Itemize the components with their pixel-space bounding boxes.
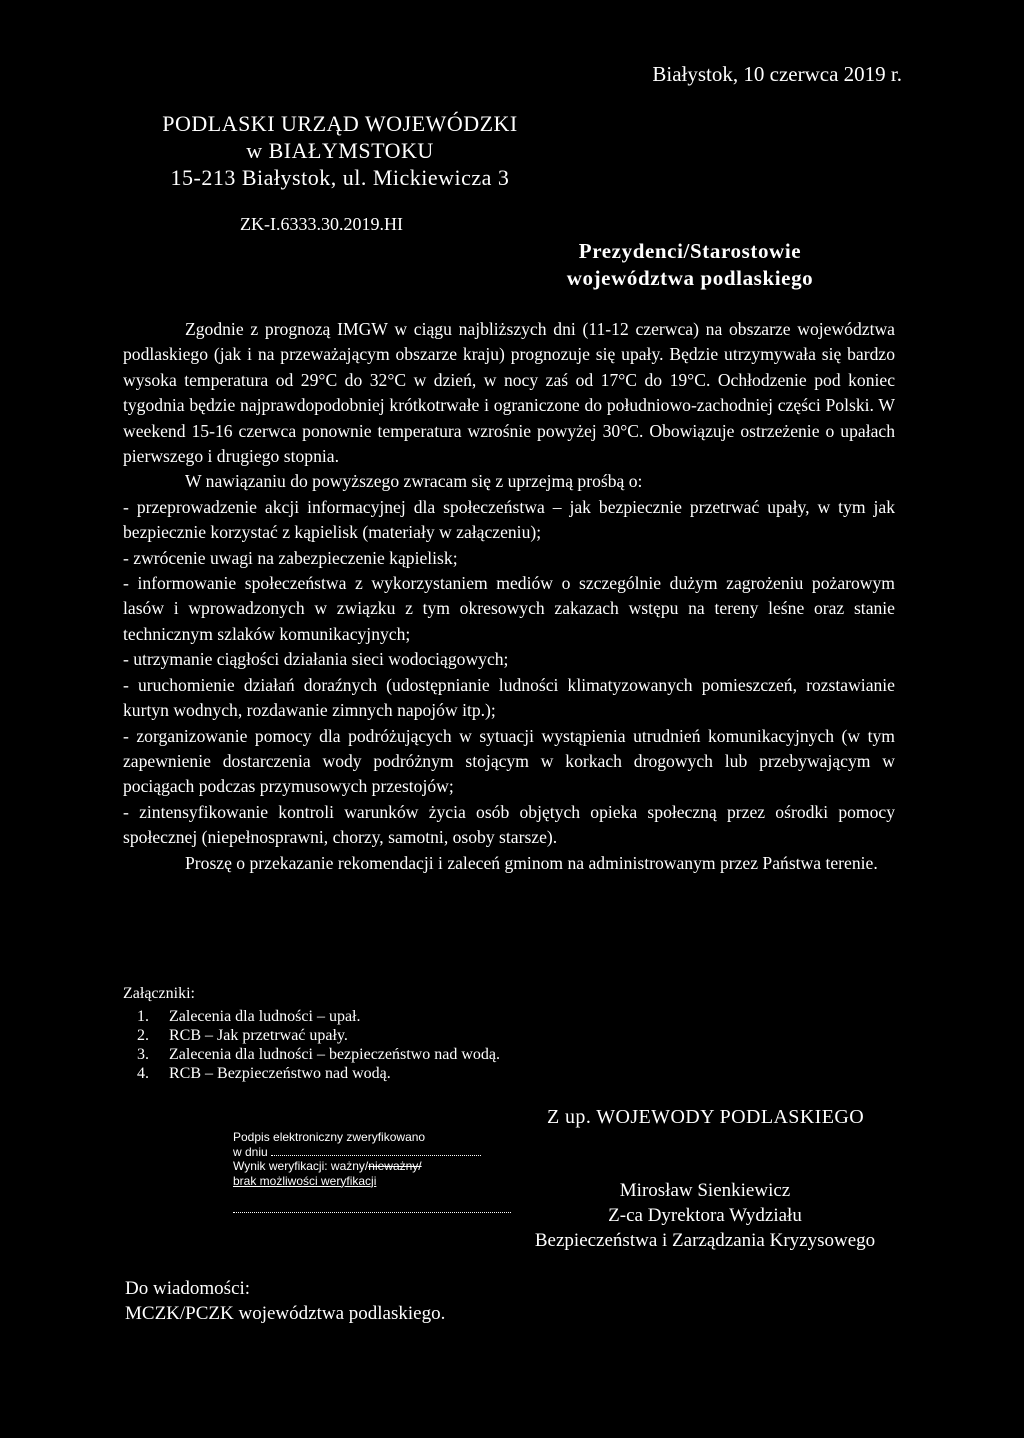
signature-verification-stamp (233, 1130, 513, 1213)
request-item: - utrzymanie ciągłości działania sieci wodociągowych; (123, 649, 509, 670)
verification-impossible: brak możliwości weryfikacji (233, 1173, 377, 1188)
cc-heading: Do wiadomości: (125, 1278, 251, 1299)
request-item: - przeprowadzenie akcji informacyjnej dla społeczeństwa – jak bezpiecznie przetrwać upały, w tym jak bezpiecznie korzystać z kąpielisk (materiały w załączeniu); (123, 496, 895, 543)
verification-line-1: Podpis elektroniczny zweryfikowano (233, 1130, 426, 1144)
recipient-line-2: województwa podlaskiego (566, 266, 814, 290)
request-item: - zwrócenie uwagi na zabezpieczenie kąpielisk; (123, 547, 458, 568)
reference-number: ZK-I.6333.30.2019.HI (240, 214, 403, 234)
office-name: PODLASKI URZĄD WOJEWÓDZKI (162, 111, 518, 136)
signature-dotted-line (233, 1208, 511, 1213)
attachment-item: 3. Zalecenia dla ludności – bezpieczeństwo nad wodą. (153, 1045, 500, 1064)
recipient-line-1: Prezydenci/Starostowie (578, 239, 802, 263)
paragraph-forecast: Zgodnie z prognozą IMGW w ciągu najbliższych dni (11-12 czerwca) na obszarze województwa podlaskiego (jak i na przeważającym obszarze kraju) prognozuje się upały. Będzie utrzymywała się bardzo wysoka temperatura od 29°C do 32°C w dzień, w nocy zaś od 17°C do 19°C. Ochłodzenie pod koniec tygodnia będzie najprawdopodobniej krótkotrwałe i ograniczone do południowo-zachodniej części Polski. W weekend 15-16 czerwca ponownie temperatura wzrośnie powyżej 30°C. Obowiązuje ostrzeżenie o upałach pierwszego i drugiego stopnia. (123, 319, 895, 467)
attachment-item: 1. Zalecenia dla ludności – upał. (153, 1007, 500, 1026)
letter-body (123, 317, 895, 876)
cc-recipient: MCZK/PCZK województwa podlaskiego. (125, 1303, 446, 1324)
paragraph-closing: Proszę o przekazanie rekomendacji i zaleceń gminom na administrowanym przez Państwa terenie. (185, 852, 878, 873)
request-item: - zorganizowanie pomocy dla podróżujących w sytuacji wystąpienia utrudnień komunikacyjnych (w tym zapewnienie dostarczenia wody podróżnym stojącym w korkach drogowych lub przebywającym w pociągach podczas przymusowych przestojów; (123, 725, 895, 797)
signer-title-1: Z-ca Dyrektora Wydziału (608, 1205, 802, 1226)
office-city: w BIAŁYMSTOKU (246, 138, 434, 163)
dotted-fill-line (271, 1145, 481, 1156)
paragraph-request-intro: W nawiązaniu do powyższego zwracam się z uprzejmą prośbą o: (185, 471, 643, 492)
office-address: 15-213 Białystok, ul. Mickiewicza 3 (170, 165, 510, 190)
sender-office-header (125, 110, 555, 191)
document-date: Białystok, 10 czerwca 2019 r. (652, 62, 902, 86)
verification-result: Wynik weryfikacji: ważny/nieważny/ (233, 1159, 422, 1173)
attachments-heading: Załączniki: (123, 985, 195, 1002)
signer-title-2: Bezpieczeństwa i Zarządzania Kryzysowego (534, 1230, 876, 1251)
attachments-section (123, 984, 500, 1083)
signer-name: Mirosław Sienkiewicz (619, 1180, 791, 1201)
attachment-item: 2. RCB – Jak przetrwać upały. (153, 1026, 500, 1045)
attachments-list (123, 1007, 500, 1083)
request-item: - zintensyfikowanie kontroli warunków życia osób objętych opieka społeczną przez ośrodki pomocy społecznej (niepełnosprawni, chorzy, samotni, osoby starsze). (123, 801, 895, 848)
verification-date-line: w dniu (233, 1145, 513, 1160)
cc-section (125, 1276, 445, 1326)
on-behalf-of: Z up. WOJEWODY PODLASKIEGO (547, 1106, 865, 1128)
signer-block (520, 1178, 890, 1253)
request-item: - informowanie społeczeństwa z wykorzystaniem mediów o szczególnie dużym zagrożeniu pożarowym lasów i wprowadzonych w związku z tym okresowych zakazach wstępu na tereny leśne oraz stanie technicznym szlaków komunikacyjnych; (123, 573, 895, 644)
attachment-item: 4. RCB – Bezpieczeństwo nad wodą. (153, 1064, 500, 1083)
request-item: - uruchomienie działań doraźnych (udostępnianie ludności klimatyzowanych pomieszczeń, rozstawianie kurtyn wodnych, rozdawanie zimnych napojów itp.); (123, 674, 895, 721)
recipient-block (535, 238, 845, 292)
